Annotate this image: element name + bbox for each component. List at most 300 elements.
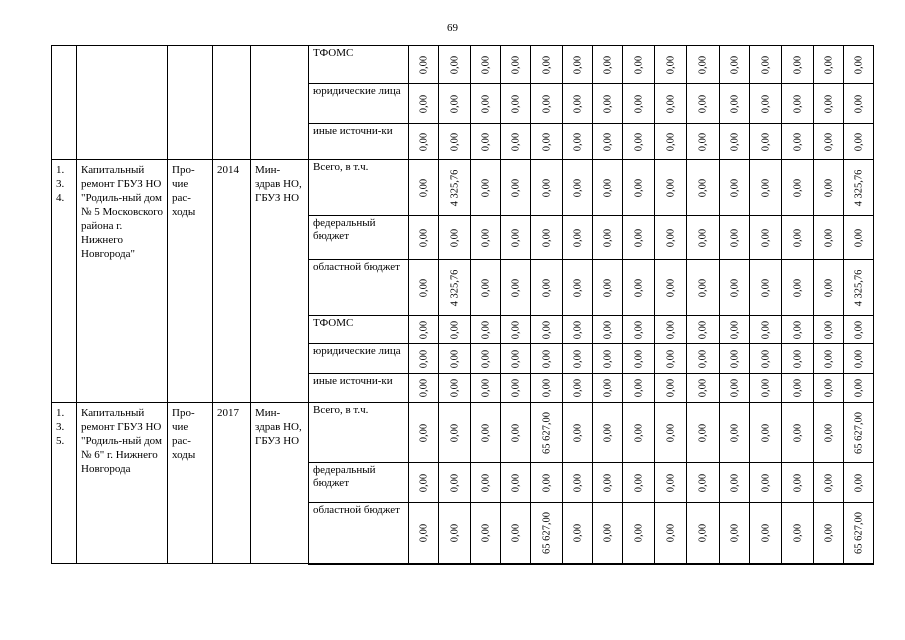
amount-value: 0,00: [602, 349, 613, 368]
amount-cell: [471, 260, 501, 316]
amount-cell: [623, 344, 655, 374]
amount-value: 0,00: [510, 423, 521, 442]
amount-value: 0,00: [853, 55, 864, 74]
amount-cell: [750, 124, 782, 160]
amount-cell: [593, 374, 623, 403]
year-cell: [213, 403, 251, 564]
amount-cell: [439, 124, 471, 160]
amount-value: 0,00: [633, 423, 644, 442]
expense-category-cell: [168, 160, 213, 403]
amount-cell: [655, 84, 687, 124]
amount-value: 0,00: [697, 423, 709, 442]
funding-source-cell: [309, 344, 409, 374]
amount-value: 0,00: [602, 178, 613, 197]
funding-source-cell-text: областной бюджет: [313, 261, 400, 273]
amount-cell: [531, 503, 563, 564]
amount-cell: [593, 463, 623, 503]
executor-cell: [251, 403, 309, 564]
amount-value: 0,00: [792, 320, 803, 339]
amount-cell: [409, 403, 439, 463]
amount-cell: [409, 503, 439, 564]
amount-cell: [844, 260, 874, 316]
amount-value: 0,00: [572, 94, 583, 113]
funding-source-cell: [309, 216, 409, 260]
amount-cell: [471, 344, 501, 374]
amount-cell: [687, 503, 720, 564]
amount-cell: [782, 374, 814, 403]
amount-cell: [563, 503, 593, 564]
funding-source-cell-text: федеральный бюджет: [313, 217, 376, 242]
amount-value: 0,00: [853, 94, 864, 113]
amount-value: 0,00: [510, 378, 521, 398]
amount-value: 0,00: [665, 178, 676, 197]
amount-value: 4 325,76: [449, 269, 460, 306]
item-name-cell-text: Капитальный ремонт ГБУЗ НО "Родиль-ный дом № 6" г. Нижнего Новгорода: [81, 407, 162, 475]
amount-value: 0,00: [541, 55, 552, 74]
funding-source-cell: [309, 503, 409, 564]
amount-cell: [720, 344, 750, 374]
amount-cell: [439, 344, 471, 374]
amount-cell: [655, 216, 687, 260]
funding-source-cell-text: федеральный бюджет: [313, 464, 376, 489]
amount-cell: [531, 344, 563, 374]
amount-cell: [720, 260, 750, 316]
year-cell: [213, 160, 251, 403]
amount-cell: [501, 403, 531, 463]
executor-cell-text: Мин-здрав НО, ГБУЗ НО: [255, 407, 302, 447]
amount-cell: [814, 124, 844, 160]
amount-cell: [750, 374, 782, 403]
amount-value: 0,00: [792, 94, 803, 113]
amount-cell: [844, 46, 874, 84]
amount-cell: [563, 403, 593, 463]
amount-cell: [563, 84, 593, 124]
amount-cell: [720, 84, 750, 124]
amount-cell: [782, 84, 814, 124]
amount-cell: [501, 503, 531, 564]
amount-value: 0,00: [418, 378, 429, 398]
amount-value: 0,00: [541, 178, 552, 197]
amount-cell: [720, 316, 750, 344]
amount-cell: [687, 160, 720, 216]
amount-value: 0,00: [729, 55, 740, 74]
amount-value: 0,00: [541, 228, 552, 247]
amount-cell: [782, 344, 814, 374]
amount-cell: [409, 160, 439, 216]
amount-value: 0,00: [449, 320, 460, 339]
amount-cell: [750, 84, 782, 124]
amount-cell: [563, 46, 593, 84]
table-row: [52, 46, 874, 84]
amount-cell: [782, 403, 814, 463]
funding-source-cell: [309, 84, 409, 124]
amount-cell: [814, 46, 844, 84]
amount-value: 0,00: [729, 349, 740, 368]
amount-cell: [655, 160, 687, 216]
amount-cell: [750, 316, 782, 344]
amount-cell: [844, 503, 874, 564]
amount-cell: [471, 84, 501, 124]
amount-cell: [593, 503, 623, 564]
amount-value: 0,00: [572, 423, 583, 442]
amount-cell: [501, 124, 531, 160]
amount-cell: [844, 216, 874, 260]
amount-cell: [531, 260, 563, 316]
amount-value: 0,00: [602, 473, 613, 492]
amount-cell: [844, 374, 874, 403]
amount-cell: [471, 503, 501, 564]
amount-cell: [655, 503, 687, 564]
amount-value: 0,00: [792, 228, 803, 247]
amount-cell: [531, 316, 563, 344]
amount-value: 4 325,76: [449, 169, 460, 206]
amount-value: 0,00: [697, 473, 709, 492]
amount-value: 0,00: [480, 55, 491, 74]
item-name-cell: [77, 160, 168, 403]
amount-cell: [593, 316, 623, 344]
amount-cell: [782, 503, 814, 564]
amount-value: 0,00: [665, 349, 676, 368]
amount-cell: [593, 84, 623, 124]
amount-value: 0,00: [760, 55, 771, 74]
amount-cell: [501, 46, 531, 84]
amount-value: 0,00: [572, 378, 583, 398]
amount-value: 0,00: [760, 132, 771, 151]
amount-cell: [623, 463, 655, 503]
amount-value: 65 627,00: [853, 411, 864, 454]
amount-cell: [563, 463, 593, 503]
amount-value: 0,00: [572, 132, 583, 151]
amount-value: 0,00: [572, 473, 583, 492]
amount-cell: [593, 216, 623, 260]
amount-value: 0,00: [541, 378, 552, 398]
amount-cell: [623, 46, 655, 84]
amount-cell: [531, 46, 563, 84]
amount-value: 0,00: [729, 423, 740, 442]
funding-source-cell-text: иные источни-ки: [313, 125, 393, 137]
amount-value: 0,00: [823, 349, 834, 368]
amount-cell: [531, 216, 563, 260]
funding-source-cell: [309, 403, 409, 463]
amount-value: 0,00: [449, 132, 460, 151]
amount-cell: [623, 316, 655, 344]
amount-cell: [409, 260, 439, 316]
amount-cell: [439, 46, 471, 84]
amount-cell: [814, 84, 844, 124]
amount-cell: [409, 344, 439, 374]
amount-cell: [501, 463, 531, 503]
item-name-cell: [77, 46, 168, 160]
amount-value: 0,00: [510, 178, 521, 197]
funding-source-cell-text: юридические лица: [313, 345, 401, 357]
amount-value: 0,00: [572, 349, 583, 368]
amount-value: 0,00: [792, 55, 803, 74]
amount-value: 0,00: [792, 423, 803, 442]
amount-value: 0,00: [541, 94, 552, 113]
item-number-cell: [52, 160, 77, 403]
amount-value: 0,00: [449, 55, 460, 74]
funding-source-cell-text: иные источни-ки: [313, 375, 393, 387]
amount-cell: [655, 316, 687, 344]
amount-cell: [439, 503, 471, 564]
amount-value: 0,00: [541, 132, 552, 151]
amount-cell: [687, 316, 720, 344]
amount-value: 0,00: [760, 94, 771, 113]
executor-cell: [251, 160, 309, 403]
amount-value: 0,00: [760, 349, 771, 368]
amount-value: 0,00: [572, 278, 583, 297]
amount-value: 0,00: [541, 349, 552, 368]
amount-value: 0,00: [418, 178, 429, 197]
amount-cell: [501, 260, 531, 316]
amount-value: 0,00: [853, 132, 864, 151]
amount-cell: [439, 374, 471, 403]
amount-cell: [844, 316, 874, 344]
amount-value: 0,00: [572, 228, 583, 247]
amount-value: 0,00: [510, 349, 521, 368]
funding-source-cell-text: юридические лица: [313, 85, 401, 97]
amount-cell: [750, 503, 782, 564]
amount-value: 0,00: [480, 94, 491, 113]
amount-cell: [687, 463, 720, 503]
amount-cell: [655, 260, 687, 316]
amount-value: 0,00: [480, 473, 491, 492]
amount-cell: [531, 160, 563, 216]
amount-value: 0,00: [665, 473, 676, 492]
amount-value: 0,00: [853, 473, 864, 492]
amount-cell: [814, 463, 844, 503]
amount-cell: [750, 160, 782, 216]
amount-value: 0,00: [792, 378, 803, 398]
amount-cell: [563, 160, 593, 216]
amount-cell: [471, 46, 501, 84]
funding-source-cell: [309, 46, 409, 84]
budget-table: [51, 45, 874, 565]
amount-value: 0,00: [633, 228, 644, 247]
item-number-cell-text: 1. 3. 4.: [56, 164, 65, 204]
amount-value: 0,00: [729, 278, 740, 297]
amount-value: 0,00: [729, 178, 740, 197]
amount-value: 0,00: [665, 94, 676, 113]
amount-cell: [439, 160, 471, 216]
amount-cell: [501, 344, 531, 374]
amount-value: 0,00: [449, 523, 460, 542]
page-number: 69: [447, 22, 458, 34]
amount-cell: [814, 374, 844, 403]
amount-value: 0,00: [418, 320, 429, 339]
amount-value: 0,00: [853, 320, 864, 339]
amount-cell: [531, 124, 563, 160]
amount-value: 0,00: [697, 378, 709, 398]
amount-cell: [471, 160, 501, 216]
amount-cell: [531, 403, 563, 463]
amount-value: 0,00: [510, 473, 521, 492]
amount-cell: [501, 160, 531, 216]
amount-value: 0,00: [697, 55, 709, 74]
amount-cell: [750, 344, 782, 374]
amount-value: 0,00: [418, 473, 429, 492]
amount-cell: [720, 503, 750, 564]
amount-cell: [844, 403, 874, 463]
amount-value: 0,00: [541, 320, 552, 339]
amount-cell: [623, 260, 655, 316]
amount-value: 0,00: [572, 55, 583, 74]
amount-cell: [844, 344, 874, 374]
amount-value: 0,00: [760, 473, 771, 492]
amount-value: 0,00: [572, 178, 583, 197]
amount-cell: [623, 374, 655, 403]
item-number-cell-text: 1. 3. 5.: [56, 407, 65, 447]
amount-value: 0,00: [572, 523, 583, 542]
executor-cell-text: Мин-здрав НО, ГБУЗ НО: [255, 164, 302, 204]
amount-cell: [687, 403, 720, 463]
amount-value: 0,00: [633, 473, 644, 492]
amount-cell: [782, 260, 814, 316]
amount-cell: [782, 124, 814, 160]
amount-cell: [563, 316, 593, 344]
amount-cell: [687, 46, 720, 84]
amount-cell: [563, 124, 593, 160]
amount-cell: [563, 260, 593, 316]
amount-cell: [844, 124, 874, 160]
amount-cell: [782, 160, 814, 216]
amount-value: 0,00: [510, 94, 521, 113]
amount-cell: [844, 463, 874, 503]
amount-value: 0,00: [729, 132, 740, 151]
amount-value: 4 325,76: [853, 269, 864, 306]
funding-source-cell-text: Всего, в т.ч.: [313, 404, 369, 416]
amount-cell: [409, 374, 439, 403]
amount-value: 0,00: [760, 228, 771, 247]
item-name-cell-text: Капитальный ремонт ГБУЗ НО "Родиль-ный дом № 5 Московского района г. Нижнего Новгорода": [81, 164, 163, 260]
amount-cell: [814, 216, 844, 260]
amount-cell: [409, 316, 439, 344]
amount-value: 0,00: [418, 228, 429, 247]
amount-value: 0,00: [665, 523, 676, 542]
amount-cell: [814, 260, 844, 316]
expense-category-cell: [168, 46, 213, 160]
amount-value: 0,00: [633, 523, 644, 542]
amount-cell: [750, 216, 782, 260]
amount-cell: [531, 374, 563, 403]
amount-cell: [844, 84, 874, 124]
amount-value: 0,00: [665, 278, 676, 297]
amount-cell: [623, 84, 655, 124]
amount-cell: [687, 344, 720, 374]
amount-value: 0,00: [760, 178, 771, 197]
amount-cell: [687, 124, 720, 160]
amount-cell: [814, 403, 844, 463]
amount-value: 0,00: [729, 94, 740, 113]
amount-cell: [782, 46, 814, 84]
amount-value: 0,00: [729, 378, 740, 398]
funding-source-cell-text: областной бюджет: [313, 504, 400, 516]
amount-value: 0,00: [697, 278, 709, 297]
amount-cell: [687, 260, 720, 316]
amount-cell: [471, 124, 501, 160]
amount-value: 0,00: [697, 228, 709, 247]
amount-value: 0,00: [853, 349, 864, 368]
amount-value: 0,00: [418, 132, 429, 151]
amount-value: 0,00: [602, 523, 613, 542]
amount-value: 0,00: [823, 423, 834, 442]
amount-value: 0,00: [729, 523, 740, 542]
amount-value: 0,00: [480, 423, 491, 442]
amount-value: 0,00: [418, 349, 429, 368]
amount-cell: [782, 216, 814, 260]
amount-value: 0,00: [602, 228, 613, 247]
amount-cell: [409, 216, 439, 260]
amount-cell: [593, 160, 623, 216]
amount-value: 0,00: [760, 523, 771, 542]
year-cell: [213, 46, 251, 160]
amount-value: 0,00: [541, 278, 552, 297]
amount-value: 0,00: [665, 378, 676, 398]
amount-cell: [439, 260, 471, 316]
executor-cell: [251, 46, 309, 160]
amount-value: 0,00: [602, 423, 613, 442]
amount-cell: [471, 403, 501, 463]
amount-value: 0,00: [823, 378, 834, 398]
amount-cell: [531, 463, 563, 503]
amount-value: 0,00: [665, 228, 676, 247]
amount-cell: [409, 84, 439, 124]
amount-cell: [720, 46, 750, 84]
amount-value: 0,00: [449, 349, 460, 368]
amount-cell: [471, 216, 501, 260]
amount-cell: [814, 344, 844, 374]
amount-cell: [750, 46, 782, 84]
amount-value: 0,00: [697, 349, 709, 368]
amount-cell: [623, 124, 655, 160]
amount-cell: [720, 216, 750, 260]
amount-cell: [687, 216, 720, 260]
amount-value: 0,00: [633, 378, 644, 398]
funding-source-cell-text: ТФОМС: [313, 47, 354, 59]
amount-value: 0,00: [449, 423, 460, 442]
amount-cell: [687, 84, 720, 124]
amount-cell: [655, 403, 687, 463]
amount-cell: [439, 84, 471, 124]
amount-cell: [409, 463, 439, 503]
amount-value: 0,00: [449, 473, 460, 492]
amount-value: 0,00: [760, 378, 771, 398]
amount-cell: [623, 403, 655, 463]
amount-value: 0,00: [823, 94, 834, 113]
amount-value: 0,00: [665, 423, 676, 442]
amount-value: 0,00: [697, 94, 709, 113]
amount-value: 0,00: [633, 349, 644, 368]
amount-cell: [782, 463, 814, 503]
amount-value: 0,00: [697, 178, 709, 197]
amount-value: 0,00: [665, 132, 676, 151]
funding-source-cell: [309, 316, 409, 344]
amount-value: 0,00: [792, 473, 803, 492]
amount-cell: [439, 403, 471, 463]
amount-value: 0,00: [823, 473, 834, 492]
amount-value: 65 627,00: [541, 411, 552, 454]
amount-cell: [593, 344, 623, 374]
funding-source-cell: [309, 124, 409, 160]
amount-cell: [501, 316, 531, 344]
amount-value: 0,00: [480, 132, 491, 151]
amount-cell: [471, 463, 501, 503]
amount-cell: [655, 374, 687, 403]
amount-cell: [720, 160, 750, 216]
amount-value: 0,00: [480, 523, 491, 542]
funding-source-cell: [309, 374, 409, 403]
amount-value: 0,00: [449, 94, 460, 113]
